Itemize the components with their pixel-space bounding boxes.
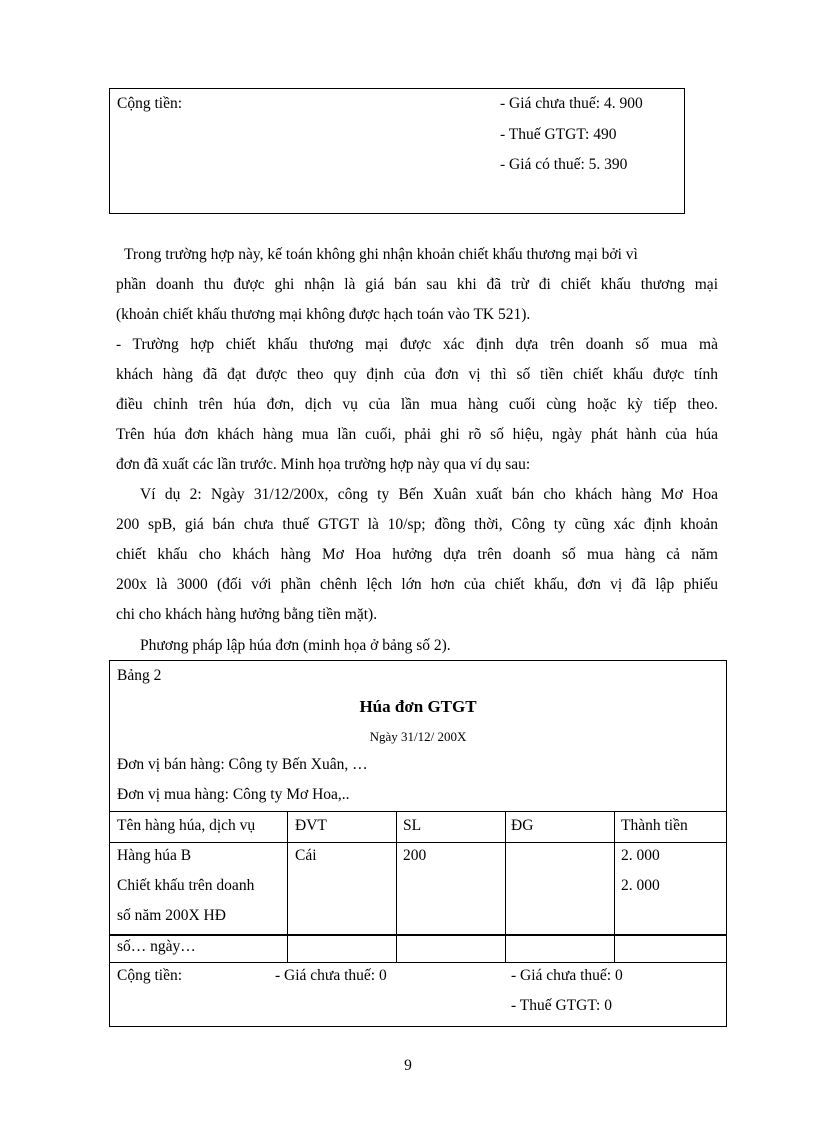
paragraph-line: Trong trường hợp này, kế toán không ghi nhận khoản chiết khấu thương mại bởi vì — [124, 246, 638, 263]
row-divider — [110, 934, 726, 936]
header-unit-price: ĐG — [511, 817, 534, 834]
row-divider — [110, 962, 726, 963]
item-amount: 2. 000 — [621, 847, 660, 864]
item-quantity: 200 — [403, 847, 427, 864]
item-name-line: Hàng húa B — [117, 847, 192, 864]
paragraph-line: phần doanh thu được ghi nhận là giá bán sau khi đã trừ đi chiết khấu thương mại — [116, 276, 718, 293]
column-divider — [614, 811, 615, 962]
header-unit: ĐVT — [295, 817, 327, 834]
reference-row: số… ngày… — [117, 938, 196, 955]
header-amount: Thành tiền — [621, 817, 688, 834]
paragraph-line: đơn đã xuất các lần trước. Minh họa trường hợp này qua ví dụ sau: — [116, 456, 531, 473]
column-divider — [396, 811, 397, 962]
column-divider — [287, 811, 288, 962]
paragraph-line: 200x là 3000 (đối với phần chênh lệch lớn hơn của chiết khấu, đơn vị đã lập phiếu — [116, 576, 718, 593]
invoice-title: Húa đơn GTGT — [359, 697, 477, 716]
table-label: Bảng 2 — [117, 667, 162, 684]
item-name-line: số năm 200X HĐ — [117, 907, 226, 924]
paragraph-line: Trên húa đơn khách hàng mua lần cuối, phải ghi rõ số hiệu, ngày phát hành của húa — [116, 426, 718, 443]
price-before-tax: - Giá chưa thuế: 4. 900 — [500, 95, 643, 112]
paragraph-line: - Trường hợp chiết khấu thương mại được xác định dựa trên doanh số mua mà — [116, 336, 718, 353]
paragraph-line: 200 spB, giá bán chưa thuế GTGT là 10/sp; đồng thời, Công ty cũng xác định khoản — [116, 516, 718, 533]
vat-amount: - Thuế GTGT: 490 — [500, 126, 617, 143]
header-item-name: Tên hàng húa, dịch vụ — [117, 817, 256, 834]
seller-info: Đơn vị bán hàng: Công ty Bến Xuân, … — [117, 756, 368, 773]
price-with-tax: - Giá có thuế: 5. 390 — [500, 156, 628, 173]
page-number: 9 — [404, 1057, 412, 1074]
paragraph-line: Phương pháp lập húa đơn (minh họa ở bảng số 2). — [140, 637, 451, 654]
item-unit: Cái — [295, 847, 317, 864]
invoice-date: Ngày 31/12/ 200X — [369, 729, 467, 744]
paragraph-line: điều chỉnh trên húa đơn, dịch vụ của lần mua hàng cuối cùng hoặc kỳ tiếp theo. — [116, 396, 718, 413]
summary-table-top — [109, 88, 685, 214]
invoice-table — [109, 660, 727, 1027]
header-quantity: SL — [403, 817, 422, 834]
row-divider — [110, 842, 726, 843]
paragraph-line: Ví dụ 2: Ngày 31/12/200x, công ty Bến Xuân xuất bán cho khách hàng Mơ Hoa — [140, 486, 718, 503]
discount-amount: 2. 000 — [621, 877, 660, 894]
invoice-price-before-tax-right: - Giá chưa thuế: 0 — [511, 967, 623, 984]
buyer-info: Đơn vị mua hàng: Công ty Mơ Hoa,.. — [117, 786, 350, 803]
invoice-vat: - Thuế GTGT: 0 — [511, 997, 612, 1014]
invoice-price-before-tax-left: - Giá chưa thuế: 0 — [275, 967, 387, 984]
total-label: Cộng tiền: — [117, 95, 183, 112]
paragraph-line: chi cho khách hàng hưởng bằng tiền mặt). — [116, 606, 378, 623]
paragraph-line: khách hàng đã đạt được theo quy định của đơn vị thì số tiền chiết khấu được tính — [116, 366, 718, 383]
invoice-total-label: Cộng tiền: — [117, 967, 183, 984]
paragraph-line: (khoản chiết khấu thương mại không được hạch toán vào TK 521). — [116, 306, 531, 323]
column-divider — [505, 811, 506, 962]
row-divider — [110, 811, 726, 812]
item-name-line: Chiết khấu trên doanh — [117, 877, 255, 894]
paragraph-line: chiết khấu cho khách hàng Mơ Hoa hưởng dựa trên doanh số mua hàng cả năm — [116, 546, 718, 563]
